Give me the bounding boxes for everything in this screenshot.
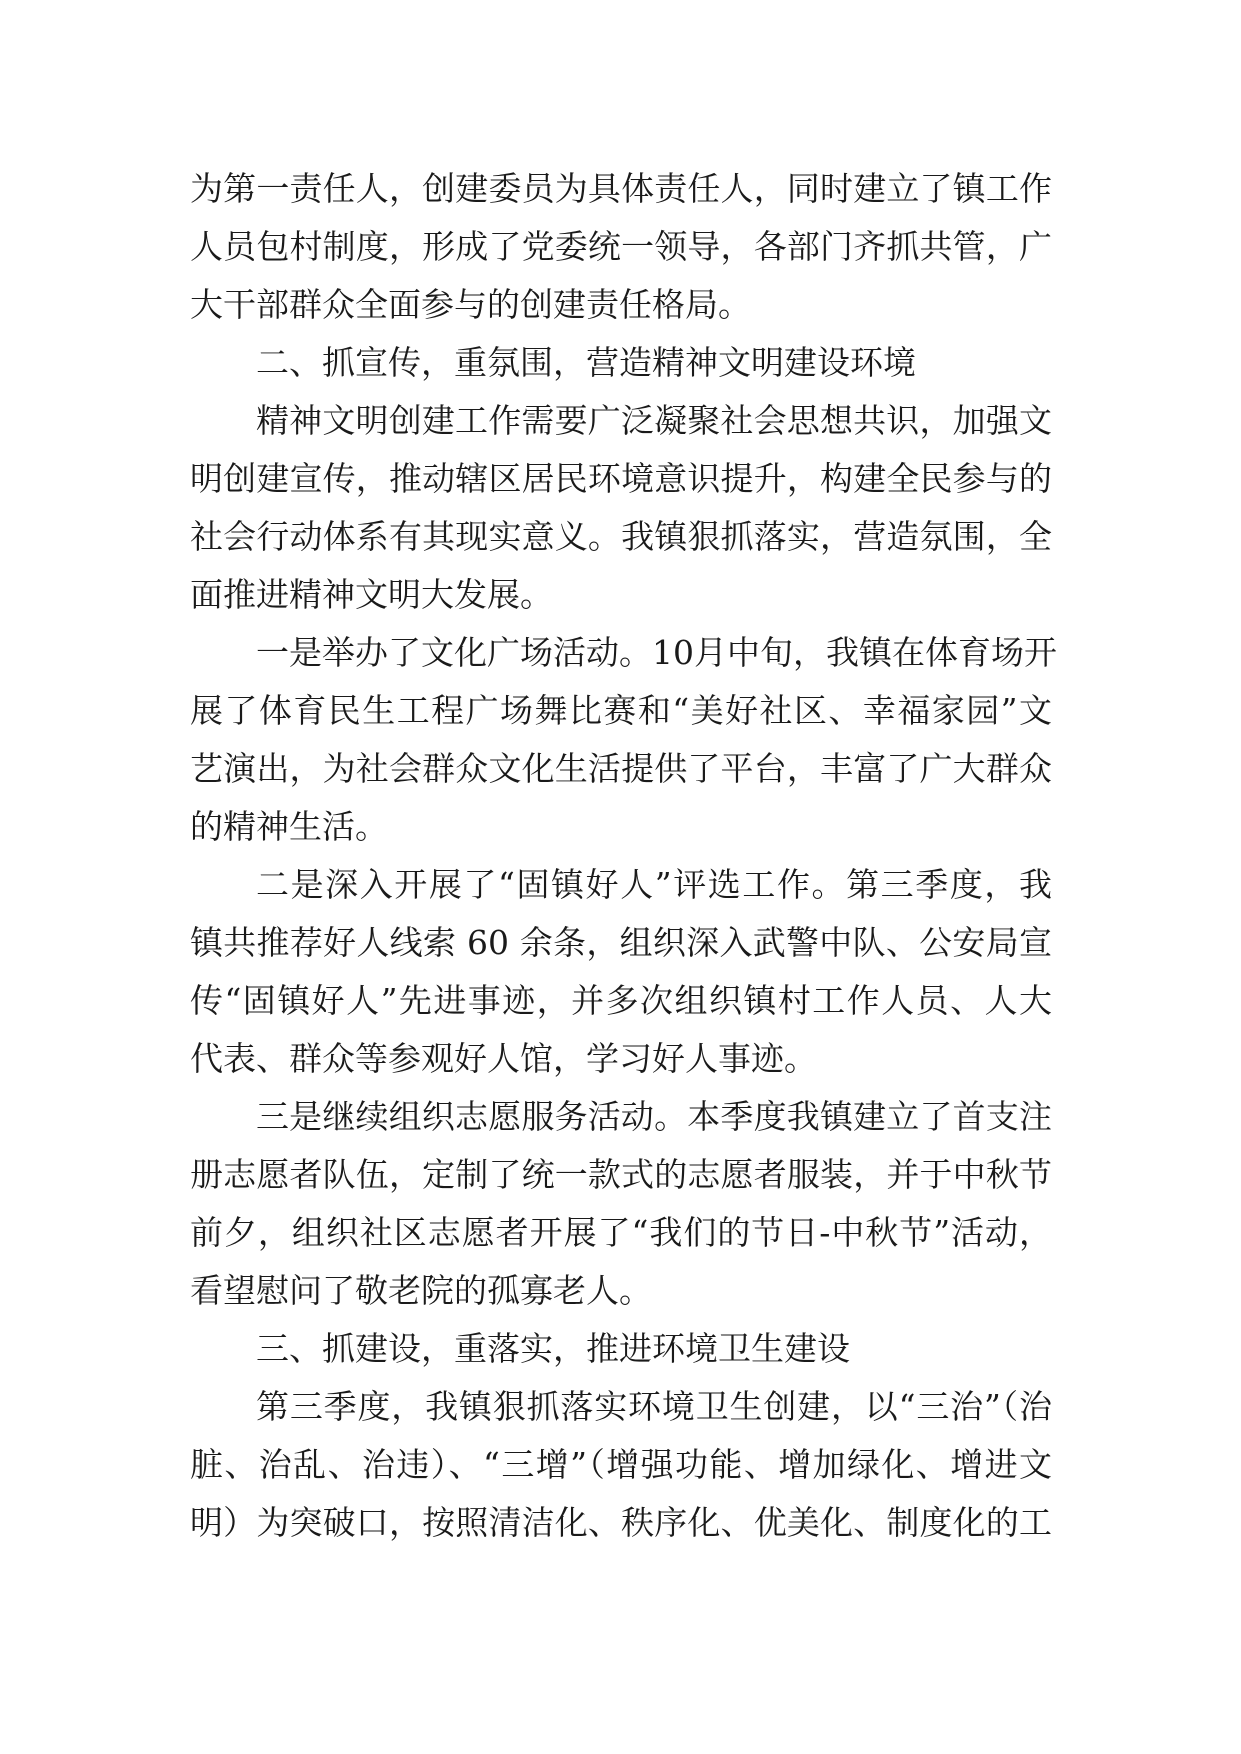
- text-line: 为第一责任人，创建委员为具体责任人，同时建立了镇工作: [190, 169, 1052, 208]
- text-line: 明）为突破口，按照清洁化、秩序化、优美化、制度化的工: [190, 1503, 1052, 1542]
- text-line: 展了体育民生工程广场舞比赛和“美好社区、幸福家园”文: [190, 691, 1052, 730]
- text-line: 三、抓建设，重落实，推进环境卫生建设: [256, 1329, 850, 1368]
- text-line: 社会行动体系有其现实意义。我镇狠抓落实，营造氛围，全: [190, 517, 1052, 556]
- text-line: 第三季度，我镇狠抓落实环境卫生创建，以“三治”（治: [256, 1387, 1052, 1426]
- text-line: 三是继续组织志愿服务活动。本季度我镇建立了首支注: [256, 1097, 1052, 1136]
- text-line: 二是深入开展了“固镇好人”评选工作。第三季度，我: [256, 865, 1052, 904]
- text-line: 传“固镇好人”先进事迹，并多次组织镇村工作人员、人大: [190, 981, 1052, 1020]
- text-line: 人员包村制度，形成了党委统一领导，各部门齐抓共管，广: [190, 227, 1052, 266]
- text-line: 前夕，组织社区志愿者开展了“我们的节日-中秋节”活动，: [190, 1213, 1052, 1252]
- text-line: 的精神生活。: [190, 807, 388, 846]
- text-line: 二、抓宣传，重氛围，营造精神文明建设环境: [256, 343, 916, 382]
- text-line: 艺演出，为社会群众文化生活提供了平台，丰富了广大群众: [190, 749, 1052, 788]
- text-line: 脏、治乱、治违）、“三增”（增强功能、增加绿化、增进文: [190, 1445, 1052, 1484]
- text-line: 一是举办了文化广场活动。10月中旬，我镇在体育场开: [256, 633, 1057, 672]
- text-line: 明创建宣传，推动辖区居民环境意识提升，构建全民参与的: [190, 459, 1052, 498]
- text-line: 精神文明创建工作需要广泛凝聚社会思想共识，加强文: [256, 401, 1052, 440]
- text-line: 册志愿者队伍，定制了统一款式的志愿者服装，并于中秋节: [190, 1155, 1052, 1194]
- text-line: 面推进精神文明大发展。: [190, 575, 553, 614]
- text-line: 大干部群众全面参与的创建责任格局。: [190, 285, 751, 324]
- document-body: [190, 160, 1057, 1552]
- text-line: 镇共推荐好人线索 60 余条，组织深入武警中队、公安局宣: [190, 923, 1052, 962]
- text-line: 看望慰问了敬老院的孤寡老人。: [190, 1271, 652, 1310]
- text-line: 代表、群众等参观好人馆，学习好人事迹。: [190, 1039, 817, 1078]
